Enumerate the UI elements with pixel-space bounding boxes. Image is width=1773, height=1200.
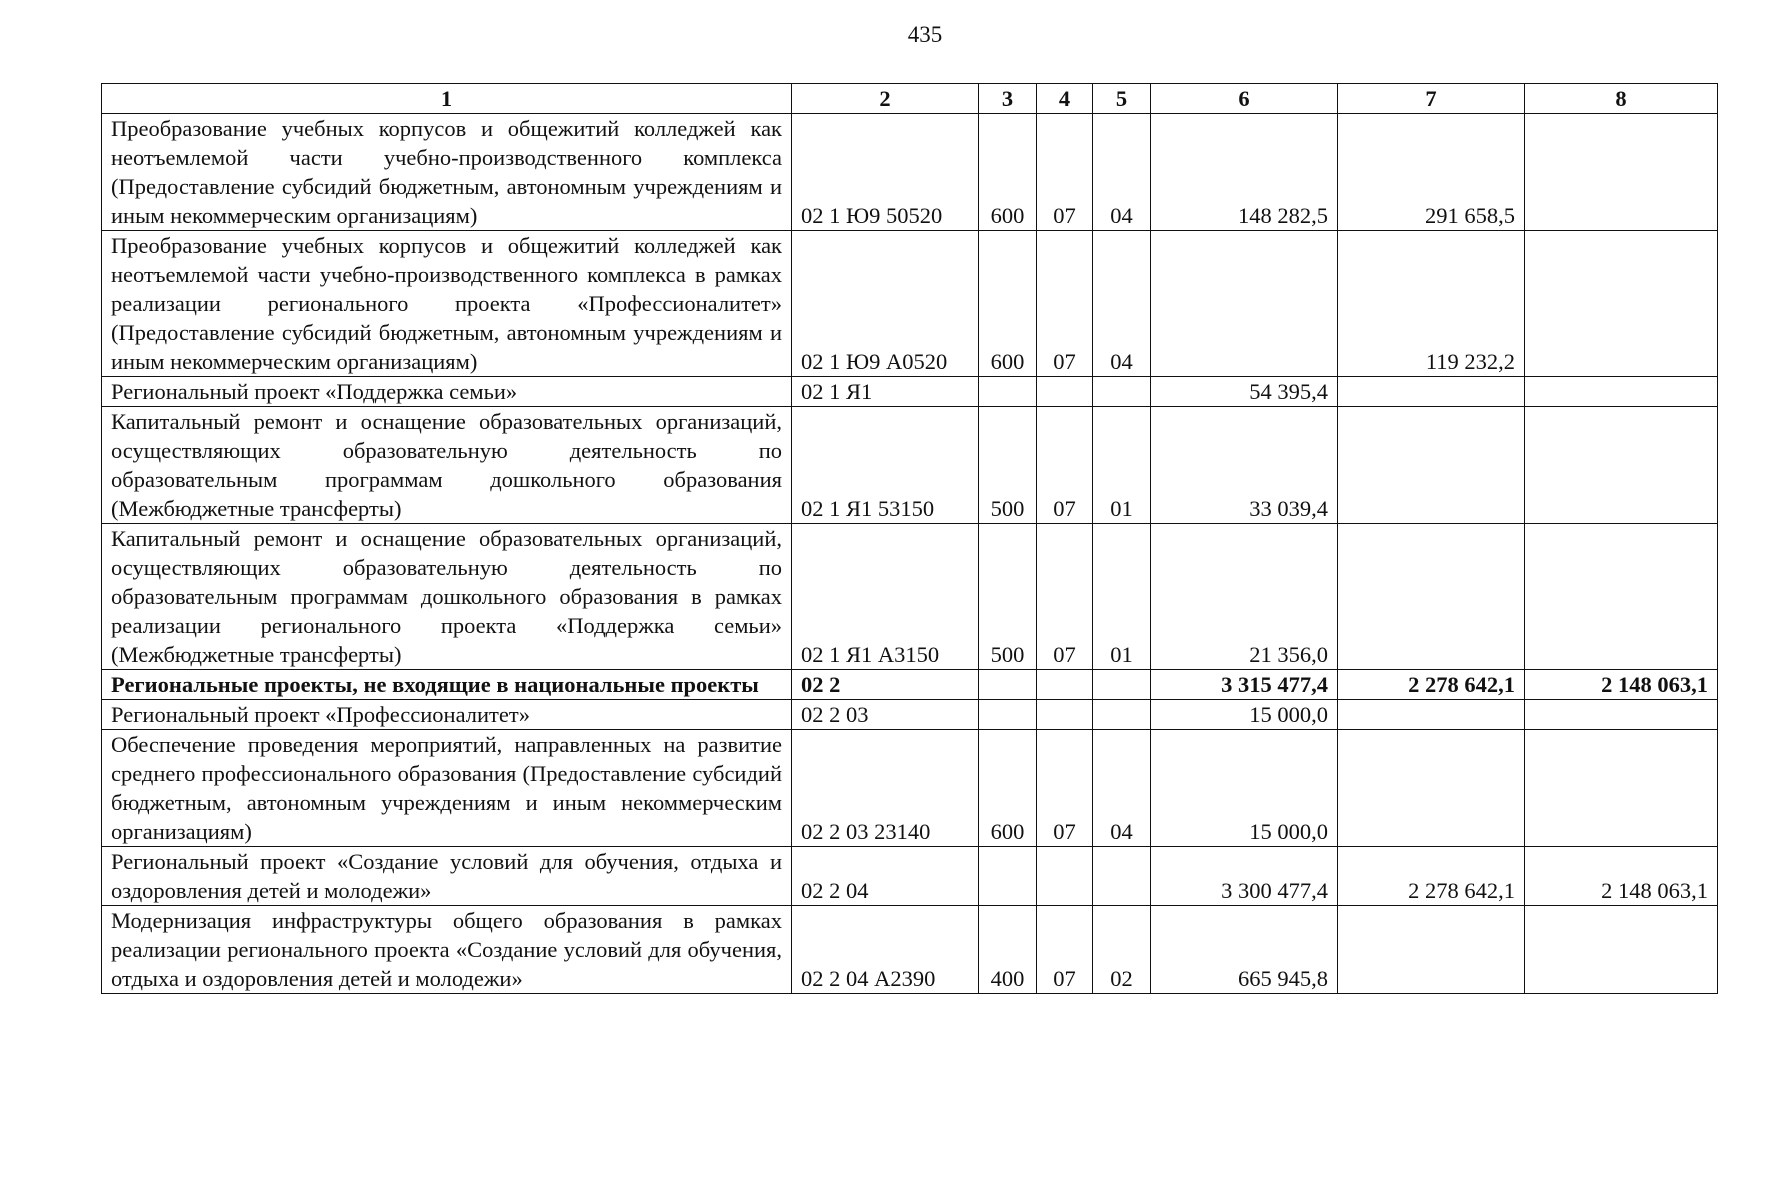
row-amount8-cell [1525, 906, 1718, 994]
row-col4-cell [1037, 700, 1093, 730]
row-code-cell: 02 2 03 23140 [792, 730, 979, 847]
row-amount8-cell [1525, 730, 1718, 847]
row-amount7-cell: 2 278 642,1 [1338, 670, 1525, 700]
column-header-1: 1 [102, 84, 792, 114]
row-code-cell: 02 1 Я1 [792, 377, 979, 407]
row-name-cell: Обеспечение проведения мероприятий, направленных на развитие среднего профессионального образования (Предоставление субсидий бюджетным, автономным учреждениям и иным некоммерческим организациям) [102, 730, 792, 847]
row-col5-cell: 02 [1093, 906, 1151, 994]
row-code-cell: 02 2 04 А2390 [792, 906, 979, 994]
column-header-6: 6 [1151, 84, 1338, 114]
row-amount6-cell: 148 282,5 [1151, 114, 1338, 231]
row-amount6-cell: 665 945,8 [1151, 906, 1338, 994]
row-col4-cell: 07 [1037, 407, 1093, 524]
row-amount7-cell [1338, 906, 1525, 994]
row-amount7-cell [1338, 730, 1525, 847]
row-col3-cell: 600 [979, 114, 1037, 231]
row-amount7-cell [1338, 377, 1525, 407]
table-row [102, 700, 1718, 730]
row-col4-cell: 07 [1037, 730, 1093, 847]
budget-table [101, 83, 1718, 994]
row-amount8-cell [1525, 377, 1718, 407]
row-name-cell: Региональный проект «Профессионалитет» [102, 700, 792, 730]
row-col3-cell: 500 [979, 407, 1037, 524]
page-number: 435 [907, 22, 943, 47]
row-amount8-cell: 2 148 063,1 [1525, 670, 1718, 700]
row-amount8-cell: 2 148 063,1 [1525, 847, 1718, 906]
row-code-cell: 02 2 03 [792, 700, 979, 730]
row-col4-cell [1037, 670, 1093, 700]
row-amount7-cell [1338, 700, 1525, 730]
row-amount8-cell [1525, 524, 1718, 670]
row-amount6-cell: 3 315 477,4 [1151, 670, 1338, 700]
row-col4-cell: 07 [1037, 231, 1093, 377]
table-row [102, 377, 1718, 407]
table-row [102, 847, 1718, 906]
row-amount8-cell [1525, 114, 1718, 231]
row-code-cell: 02 1 Ю9 А0520 [792, 231, 979, 377]
row-col5-cell [1093, 377, 1151, 407]
row-amount7-cell: 119 232,2 [1338, 231, 1525, 377]
row-col4-cell [1037, 847, 1093, 906]
row-col3-cell: 600 [979, 730, 1037, 847]
row-col5-cell: 01 [1093, 407, 1151, 524]
row-col3-cell [979, 700, 1037, 730]
table-row [102, 231, 1718, 377]
row-col3-cell [979, 670, 1037, 700]
row-name-cell: Преобразование учебных корпусов и общежитий колледжей как неотъемлемой части учебно-производственного комплекса (Предоставление субсидий бюджетным, автономным учреждениям и иным некоммерческим организациям) [102, 114, 792, 231]
row-name-cell: Капитальный ремонт и оснащение образовательных организаций, осуществляющих образовательную деятельность по образовательным программам дошкольного образования в рамках реализации регионального проекта «Поддержка семьи» (Межбюджетные трансферты) [102, 524, 792, 670]
row-amount6-cell [1151, 231, 1338, 377]
table-row [102, 524, 1718, 670]
table-row [102, 730, 1718, 847]
row-col4-cell: 07 [1037, 524, 1093, 670]
row-name-cell: Модернизация инфраструктуры общего образования в рамках реализации регионального проекта «Создание условий для обучения, отдыха и оздоровления детей и молодежи» [102, 906, 792, 994]
row-col3-cell: 400 [979, 906, 1037, 994]
column-header-3: 3 [979, 84, 1037, 114]
column-header-5: 5 [1093, 84, 1151, 114]
row-amount8-cell [1525, 231, 1718, 377]
row-name-cell: Региональные проекты, не входящие в национальные проекты [102, 670, 792, 700]
row-col4-cell [1037, 377, 1093, 407]
table-body [102, 114, 1718, 994]
row-code-cell: 02 2 04 [792, 847, 979, 906]
row-name-cell: Преобразование учебных корпусов и общежитий колледжей как неотъемлемой части учебно-производственного комплекса в рамках реализации регионального проекта «Профессионалитет» (Предоставление субсидий бюджетным, автономным учреждениям и иным некоммерческим организациям) [102, 231, 792, 377]
row-amount8-cell [1525, 407, 1718, 524]
column-header-4: 4 [1037, 84, 1093, 114]
row-amount7-cell [1338, 407, 1525, 524]
row-amount7-cell: 2 278 642,1 [1338, 847, 1525, 906]
row-col3-cell: 500 [979, 524, 1037, 670]
row-amount8-cell [1525, 700, 1718, 730]
table-row [102, 670, 1718, 700]
row-col3-cell: 600 [979, 231, 1037, 377]
row-amount6-cell: 54 395,4 [1151, 377, 1338, 407]
row-code-cell: 02 1 Ю9 50520 [792, 114, 979, 231]
table-row [102, 906, 1718, 994]
row-amount6-cell: 3 300 477,4 [1151, 847, 1338, 906]
row-col3-cell [979, 847, 1037, 906]
row-col5-cell [1093, 700, 1151, 730]
row-col3-cell [979, 377, 1037, 407]
row-amount6-cell: 15 000,0 [1151, 700, 1338, 730]
row-col4-cell: 07 [1037, 906, 1093, 994]
row-col5-cell: 04 [1093, 114, 1151, 231]
row-col4-cell: 07 [1037, 114, 1093, 231]
row-code-cell: 02 2 [792, 670, 979, 700]
row-name-cell: Региональный проект «Поддержка семьи» [102, 377, 792, 407]
row-code-cell: 02 1 Я1 А3150 [792, 524, 979, 670]
row-amount7-cell: 291 658,5 [1338, 114, 1525, 231]
row-col5-cell: 01 [1093, 524, 1151, 670]
column-header-7: 7 [1338, 84, 1525, 114]
row-col5-cell: 04 [1093, 730, 1151, 847]
table-row [102, 407, 1718, 524]
row-name-cell: Региональный проект «Создание условий для обучения, отдыха и оздоровления детей и молодежи» [102, 847, 792, 906]
column-header-2: 2 [792, 84, 979, 114]
table-row [102, 114, 1718, 231]
row-amount6-cell: 33 039,4 [1151, 407, 1338, 524]
table-header-row [102, 84, 1718, 114]
row-col5-cell [1093, 670, 1151, 700]
row-col5-cell [1093, 847, 1151, 906]
row-name-cell: Капитальный ремонт и оснащение образовательных организаций, осуществляющих образовательную деятельность по образовательным программам дошкольного образования (Межбюджетные трансферты) [102, 407, 792, 524]
row-amount6-cell: 21 356,0 [1151, 524, 1338, 670]
row-amount7-cell [1338, 524, 1525, 670]
column-header-8: 8 [1525, 84, 1718, 114]
row-col5-cell: 04 [1093, 231, 1151, 377]
row-amount6-cell: 15 000,0 [1151, 730, 1338, 847]
row-code-cell: 02 1 Я1 53150 [792, 407, 979, 524]
